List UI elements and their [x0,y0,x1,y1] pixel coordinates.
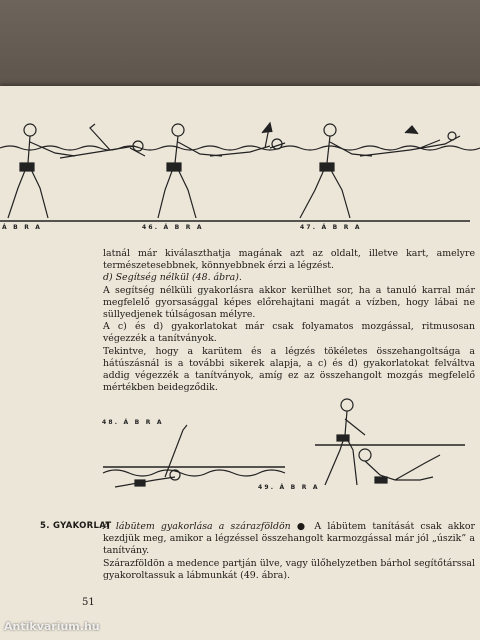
section-text-1: A lábütem tanítását csak akkor kezdjük meg, amikor a légzéssel összehangolt karmozgással már jól „úszik” a tanítvány. [103,521,475,557]
paragraph: Tekintve, hogy a karütem és a légzés tökéletes összehangoltsága a hátúszásnál is a további sikerek alapja, a c) és d) gyakorlatokat felváltva addig végezzék a tanítványok, amíg ez az összehangolt mozgás megfelelő mértékben beidegződik. [103,345,475,394]
body-text-bottom [103,521,475,582]
bullet: ● [296,521,315,532]
section-label: 5. GYAKORLAT [40,521,112,531]
paragraph: A c) és d) gyakorlatokat már csak folyamatos mozgással, ritmusosan végezzék a tanítványok. [103,321,475,345]
paragraph-heading-d: d) Segítség nélkül (48. ábra). [103,272,242,284]
body-text-top [103,248,475,394]
figure-caption-48: 48. Á B R A [102,419,164,426]
figure-caption-45: Á B R A [2,224,43,231]
paragraph: latnál már kiválaszthatja magának azt az oldalt, illetve kart, amelyre természetesebbnek, könnyebbnek érzi a légzést. [103,248,475,272]
figure-caption-46: 46. Á B R A [142,224,204,231]
paragraph: A segítség nélküli gyakorlásra akkor kerülhet sor, ha a tanuló karral már megfelelő gyorsasággal képes előrehajtani magát a vízben, hogy lábai ne süllyedjenek túlságosan mélyre. [103,284,475,321]
figure-caption-47: 47. Á B R A [300,224,362,231]
page-number: 51 [82,597,95,608]
section-title: A lábütem gyakorlása a szárazföldön [103,521,291,532]
figure-caption-49: 49. Á B R A [258,484,320,491]
watermark: Antikvarium.hu [4,620,100,633]
background-top [0,0,480,92]
section-intro [103,521,475,558]
section-text-2: Szárazföldön a medence partján ülve, vagy ülőhelyzetben bárhol segítőtárssal gyakoroltassuk a lábmunkát (49. ábra). [103,557,475,581]
figures-45-47 [0,108,480,233]
